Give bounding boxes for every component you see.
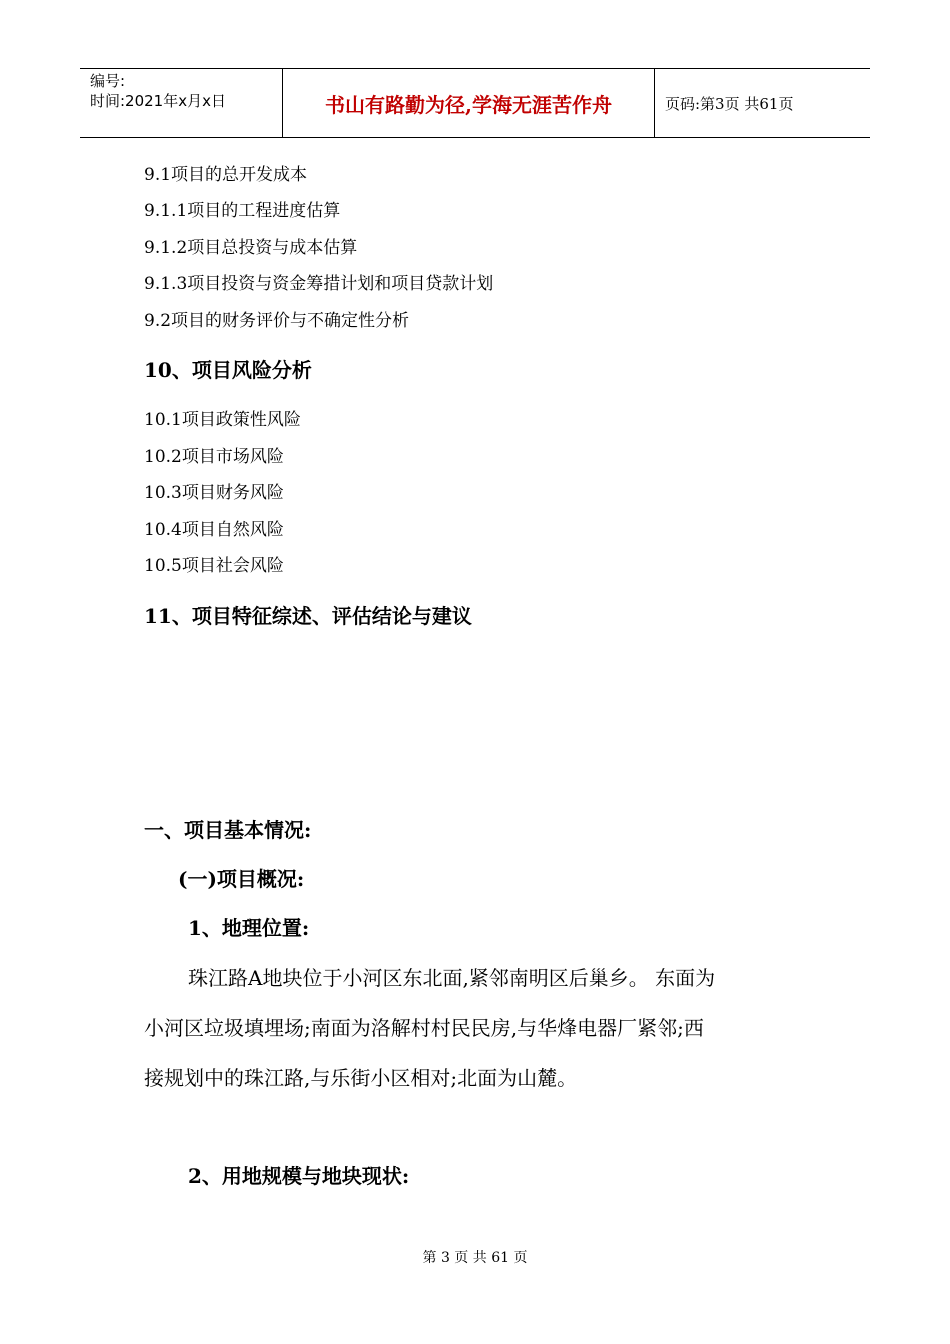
page-footer: 第 3 页 共 61 页	[422, 1250, 528, 1266]
toc-item: 9.1.1项目的工程进度估算	[144, 201, 341, 221]
header-page-info: 页码:第3页 共61页	[665, 94, 794, 113]
number-label: 编号:	[90, 72, 126, 90]
toc-item: 10.3项目财务风险	[144, 483, 284, 503]
toc-heading-11: 11、项目特征综述、评估结论与建议	[144, 604, 472, 628]
header-motto: 书山有路勤为径,学海无涯苦作舟	[282, 69, 655, 137]
paragraph-line: 珠江路A地块位于小河区东北面,紧邻南明区后巢乡。 东面为	[188, 966, 716, 990]
toc-item: 9.1.3项目投资与资金筹措计划和项目贷款计划	[144, 274, 494, 294]
item-heading: 1、地理位置:	[188, 916, 310, 940]
time-label: 时间:2021年x月x日	[90, 92, 226, 110]
header-meta	[80, 69, 282, 137]
item-heading: 2、用地规模与地块现状:	[188, 1164, 410, 1188]
toc-item: 10.1项目政策性风险	[144, 410, 301, 430]
section-heading: 一、项目基本情况:	[144, 818, 312, 842]
subsection-heading: (一)项目概况:	[178, 867, 305, 891]
page-header	[80, 68, 870, 138]
toc-item: 10.5项目社会风险	[144, 556, 284, 576]
toc-heading-10: 10、项目风险分析	[144, 358, 312, 382]
paragraph-line: 小河区垃圾填埋场;南面为洛解村村民民房,与华烽电器厂紧邻;西	[144, 1016, 704, 1040]
toc-item: 10.4项目自然风险	[144, 520, 284, 540]
paragraph-line: 接规划中的珠江路,与乐街小区相对;北面为山麓。	[144, 1066, 578, 1090]
toc-item: 9.1.2项目总投资与成本估算	[144, 238, 358, 258]
toc-item: 9.2项目的财务评价与不确定性分析	[144, 311, 410, 331]
toc-item: 9.1项目的总开发成本	[144, 165, 308, 185]
toc-item: 10.2项目市场风险	[144, 447, 284, 467]
